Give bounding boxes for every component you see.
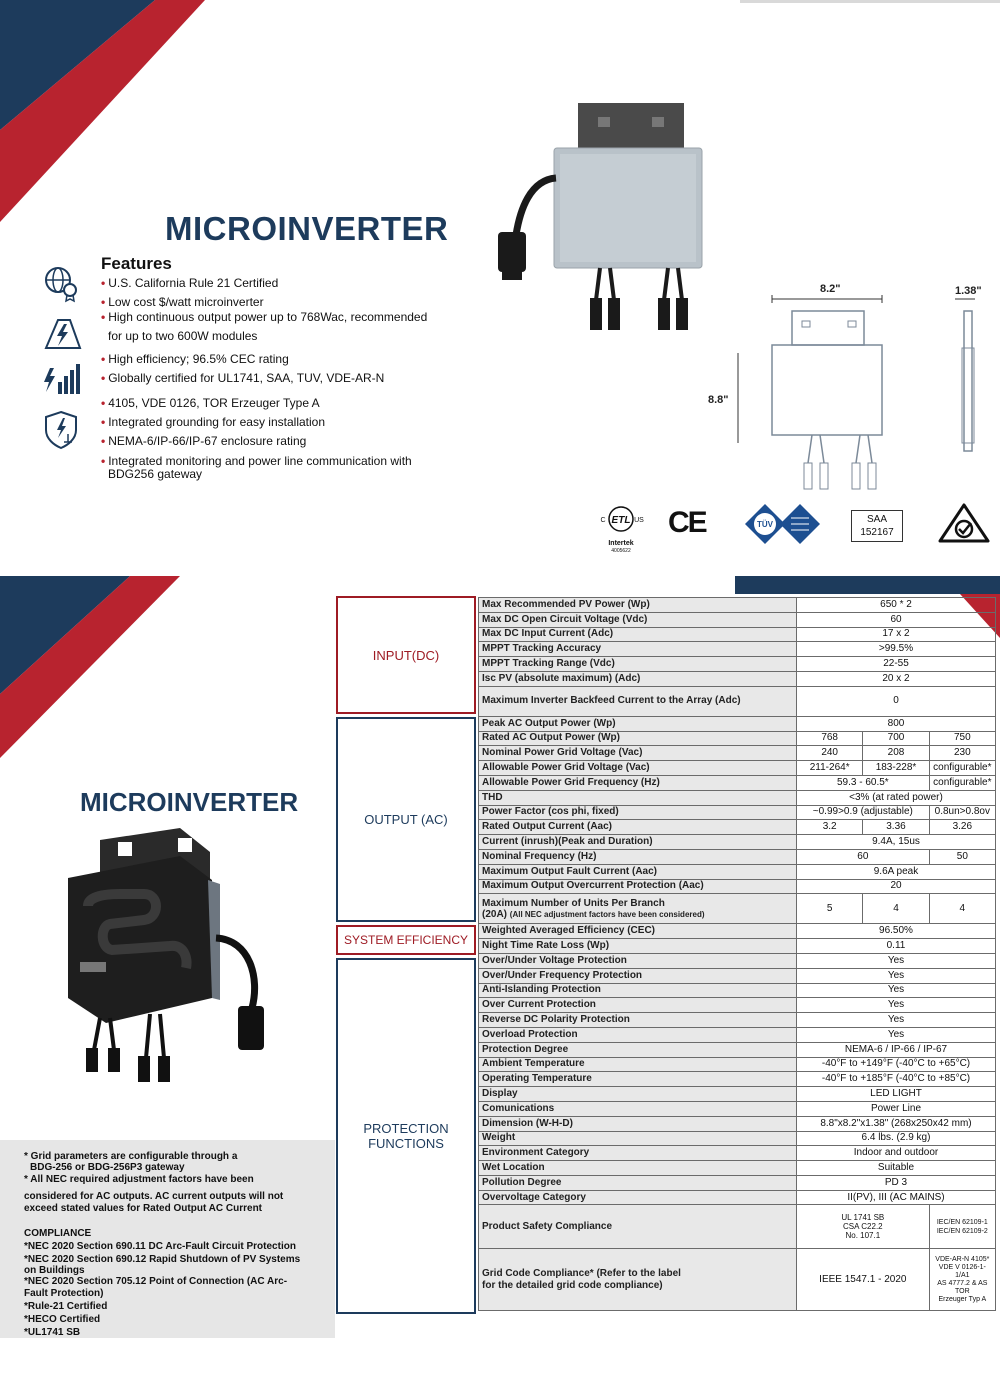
spec-label: Max Recommended PV Power (Wp) [479, 598, 797, 613]
spec-row [479, 671, 996, 686]
spec-value-line: VDE-AR-N 4105* [935, 1255, 990, 1263]
spec-label: Protection Degree [479, 1042, 797, 1057]
dimension-depth-label: 1.38" [955, 285, 982, 297]
spec-value: >99.5% [797, 642, 996, 657]
spec-value: ~0.99>0.9 (adjustable) [797, 805, 930, 820]
spec-value: 22-55 [797, 657, 996, 672]
spec-label: Reverse DC Polarity Protection [479, 1013, 797, 1028]
spec-value: 3.2 [797, 820, 863, 835]
spec-row [479, 968, 996, 983]
note-line: BDG-256 or BDG-256P3 gateway [30, 1162, 185, 1173]
spec-value: 183-228* [863, 761, 929, 776]
note-line: exceed stated values for Rated Output AC Current [24, 1203, 263, 1214]
group-system-efficiency: SYSTEM EFFICIENCY [336, 925, 476, 955]
spec-label-line: Grid Code Compliance* (Refer to the label [482, 1267, 681, 1279]
spec-value: 700 [863, 731, 929, 746]
spec-row [479, 612, 996, 627]
section-divider [0, 560, 1000, 574]
spec-row [479, 953, 996, 968]
spec-row [479, 1146, 996, 1161]
spec-label: Environment Category [479, 1146, 797, 1161]
feature-item: • Integrated monitoring and power line communication with [101, 454, 412, 468]
spec-value: 5 [797, 894, 863, 924]
globe-certificate-icon [40, 262, 82, 304]
spec-value-line: No. 107.1 [845, 1231, 881, 1241]
shield-grounding-icon [40, 408, 82, 450]
spec-label: Rated Output Current (Aac) [479, 820, 797, 835]
compliance-heading: COMPLIANCE [24, 1228, 92, 1239]
spec-value: 96.50% [797, 924, 996, 939]
spec-row [479, 1205, 996, 1249]
spec-row [479, 998, 996, 1013]
feature-item: • 4105, VDE 0126, TOR Erzeuger Type A [101, 396, 320, 410]
spec-row [479, 1131, 996, 1146]
spec-value-line: IEC/EN 62109-1 [936, 1218, 988, 1226]
spec-value: Yes [797, 983, 996, 998]
compliance-line: *HECO Certified [24, 1314, 101, 1325]
spec-label-part: (20A) [482, 908, 510, 920]
spec-value: -40°F to +185°F (-40°C to +85°C) [797, 1072, 996, 1087]
bottom-title: MICROINVERTER [80, 787, 299, 817]
spec-value: 800 [797, 716, 996, 731]
spec-row [479, 879, 996, 894]
spec-row [479, 746, 996, 761]
group-protection-functions: PROTECTION FUNCTIONS [336, 958, 476, 1314]
spec-row [479, 983, 996, 998]
spec-row [479, 1057, 996, 1072]
spec-value: -40°F to +149°F (-40°C to +65°C) [797, 1057, 996, 1072]
spec-label: Dimension (W-H-D) [479, 1116, 797, 1131]
spec-value: 8.8"x8.2"x1.38" (268x250x42 mm) [797, 1116, 996, 1131]
spec-row [479, 849, 996, 864]
spec-value: 0.8un>0.8ov [929, 805, 995, 820]
spec-value: 9.4A, 15us [797, 835, 996, 850]
spec-value: 211-264* [797, 761, 863, 776]
spec-label: Product Safety Compliance [479, 1205, 797, 1249]
spec-value: Yes [797, 953, 996, 968]
spec-value: 768 [797, 731, 863, 746]
spec-row [479, 1116, 996, 1131]
spec-row [479, 939, 996, 954]
spec-label: Display [479, 1087, 797, 1102]
features-heading: Features [101, 254, 172, 273]
spec-value: <3% (at rated power) [797, 790, 996, 805]
dimension-width-label: 8.2" [820, 283, 841, 295]
feature-item: BDG256 gateway [108, 467, 203, 481]
compliance-line: *Rule-21 Certified [24, 1301, 108, 1312]
spec-table [478, 597, 996, 1311]
dimension-height-label: 8.8" [708, 394, 729, 406]
tuv-logo [745, 504, 820, 544]
spec-row [479, 598, 996, 613]
spec-value: PD 3 [797, 1175, 996, 1190]
spec-label: MPPT Tracking Accuracy [479, 642, 797, 657]
feature-item: • NEMA-6/IP-66/IP-67 enclosure rating [101, 434, 307, 448]
bottom-corner-decoration [0, 576, 190, 761]
spec-value [929, 1249, 995, 1311]
spec-value-line: AS 4777.2 & AS [937, 1279, 988, 1287]
feature-item: • High continuous output power up to 768Wac, recommended [101, 310, 428, 324]
spec-label-line [482, 909, 793, 920]
note-line: * All NEC required adjustment factors have been [24, 1174, 254, 1185]
top-title: MICROINVERTER [165, 210, 449, 247]
spec-value: 650 * 2 [797, 598, 996, 613]
compliance-line: *NEC 2020 Section 705.12 Point of Connection (AC Arc- [24, 1276, 288, 1287]
svg-text:US: US [634, 517, 644, 524]
spec-label: Allowable Power Grid Voltage (Vac) [479, 761, 797, 776]
spec-value: Power Line [797, 1101, 996, 1116]
spec-label: Isc PV (absolute maximum) (Adc) [479, 671, 797, 686]
spec-label-line: Maximum Number of Units Per Branch [482, 897, 665, 909]
spec-label: Anti-Islanding Protection [479, 983, 797, 998]
spec-row [479, 1027, 996, 1042]
spec-label: Operating Temperature [479, 1072, 797, 1087]
spec-value: 20 x 2 [797, 671, 996, 686]
product-image-grey [480, 100, 720, 345]
spec-value [929, 1205, 995, 1249]
saa-logo: SAA 152167 [851, 510, 903, 542]
spec-value: 230 [929, 746, 995, 761]
spec-row [479, 790, 996, 805]
spec-row [479, 1175, 996, 1190]
group-input-dc: INPUT(DC) [336, 596, 476, 714]
spec-label: Nominal Frequency (Hz) [479, 849, 797, 864]
compliance-line: *UL1741 SB [24, 1327, 81, 1338]
spec-row [479, 716, 996, 731]
spec-row [479, 761, 996, 776]
spec-value [797, 1205, 930, 1249]
spec-value: 208 [863, 746, 929, 761]
spec-row [479, 894, 996, 924]
spec-value: 3.36 [863, 820, 929, 835]
spec-label: Wet Location [479, 1161, 797, 1176]
spec-row [479, 627, 996, 642]
spec-label: Maximum Output Fault Current (Aac) [479, 864, 797, 879]
spec-label: Max DC Input Current (Adc) [479, 627, 797, 642]
spec-value: 9.6A peak [797, 864, 996, 879]
spec-row [479, 1161, 996, 1176]
group-output-ac: OUTPUT (AC) [336, 717, 476, 922]
note-line: * Grid parameters are configurable through a [24, 1151, 238, 1162]
spec-value-line: Erzeuger Typ A [938, 1295, 987, 1303]
spec-value: IEEE 1547.1 - 2020 [797, 1249, 930, 1311]
spec-label: Over Current Protection [479, 998, 797, 1013]
etl-intertek-logo: ETL C US Intertek 4005622 [596, 505, 646, 551]
spec-value: Yes [797, 1013, 996, 1028]
top-right-ribbon [740, 0, 1000, 6]
compliance-line: on Buildings [24, 1265, 85, 1276]
compliance-line: *NEC 2020 Section 690.11 DC Arc-Fault Circuit Protection [24, 1241, 296, 1252]
feature-item: • Low cost $/watt microinverter [101, 295, 264, 309]
spec-label: Nominal Power Grid Voltage (Vac) [479, 746, 797, 761]
spec-value: Yes [797, 968, 996, 983]
spec-label: Night Time Rate Loss (Wp) [479, 939, 797, 954]
spec-value: 59.3 - 60.5* [797, 775, 930, 790]
spec-row [479, 731, 996, 746]
spec-value: 4 [929, 894, 995, 924]
spec-value: NEMA-6 / IP-66 / IP-67 [797, 1042, 996, 1057]
efficiency-bars-icon [40, 358, 82, 400]
spec-label: Peak AC Output Power (Wp) [479, 716, 797, 731]
spec-value: Yes [797, 1027, 996, 1042]
spec-value-line: VDE V 0126-1-1/A1 [938, 1263, 986, 1279]
spec-value: 6.4 lbs. (2.9 kg) [797, 1131, 996, 1146]
spec-label: Maximum Output Overcurrent Protection (Aac) [479, 879, 797, 894]
spec-label: Comunications [479, 1101, 797, 1116]
spec-row [479, 775, 996, 790]
spec-label: Pollution Degree [479, 1175, 797, 1190]
spec-label [479, 894, 797, 924]
spec-row [479, 657, 996, 672]
feature-item: • Globally certified for UL1741, SAA, TUV, VDE-AR-N [101, 371, 385, 385]
spec-label [479, 1249, 797, 1311]
rcm-logo [938, 503, 990, 543]
spec-value: 60 [797, 612, 996, 627]
lightning-panel-icon [40, 312, 82, 354]
spec-label: Max DC Open Circuit Voltage (Vdc) [479, 612, 797, 627]
spec-value-line: IEC/EN 62109-2 [936, 1227, 988, 1235]
feature-item: • U.S. California Rule 21 Certified [101, 276, 279, 290]
spec-value: Yes [797, 998, 996, 1013]
spec-value: 0.11 [797, 939, 996, 954]
product-image-black [60, 828, 300, 1088]
spec-label-line: for the detailed grid code compliance) [482, 1279, 663, 1291]
spec-row [479, 805, 996, 820]
feature-item: • High efficiency; 96.5% CEC rating [101, 352, 289, 366]
svg-text:C: C [600, 517, 606, 524]
spec-value: Indoor and outdoor [797, 1146, 996, 1161]
spec-row [479, 686, 996, 716]
spec-label: Allowable Power Grid Frequency (Hz) [479, 775, 797, 790]
spec-label: Maximum Inverter Backfeed Current to the Array (Adc) [479, 686, 797, 716]
spec-row [479, 1072, 996, 1087]
spec-row [479, 1190, 996, 1205]
spec-label: Over/Under Voltage Protection [479, 953, 797, 968]
spec-value: 60 [797, 849, 930, 864]
spec-row [479, 835, 996, 850]
spec-value-line: CSA C22.2 [843, 1222, 883, 1232]
compliance-line: *NEC 2020 Section 690.12 Rapid Shutdown of PV Systems [24, 1254, 301, 1265]
spec-row [479, 642, 996, 657]
spec-value: 20 [797, 879, 996, 894]
spec-value: LED LIGHT [797, 1087, 996, 1102]
svg-text:ETL: ETL [611, 515, 631, 526]
spec-label-note: (All NEC adjustment factors have been considered) [509, 909, 705, 919]
ce-mark-logo: CE [668, 506, 706, 539]
spec-row [479, 864, 996, 879]
spec-value: 4 [863, 894, 929, 924]
spec-label: Over/Under Frequency Protection [479, 968, 797, 983]
spec-value: configurable* [929, 775, 995, 790]
spec-value: 50 [929, 849, 995, 864]
compliance-line: Fault Protection) [24, 1288, 104, 1299]
spec-label: Current (inrush)(Peak and Duration) [479, 835, 797, 850]
spec-value: Suitable [797, 1161, 996, 1176]
feature-item: • Integrated grounding for easy installation [101, 415, 326, 429]
spec-label: Weight [479, 1131, 797, 1146]
spec-row [479, 1042, 996, 1057]
spec-value-line: TOR [955, 1287, 970, 1295]
dimension-drawing [730, 293, 990, 498]
spec-value-line: UL 1741 SB [841, 1213, 885, 1223]
note-line: considered for AC outputs. AC current outputs will not [24, 1191, 284, 1202]
spec-label: Weighted Averaged Efficiency (CEC) [479, 924, 797, 939]
spec-label: Rated AC Output Power (Wp) [479, 731, 797, 746]
spec-label: MPPT Tracking Range (Vdc) [479, 657, 797, 672]
spec-label: Power Factor (cos phi, fixed) [479, 805, 797, 820]
spec-label: Overload Protection [479, 1027, 797, 1042]
spec-value: 17 x 2 [797, 627, 996, 642]
spec-label: Ambient Temperature [479, 1057, 797, 1072]
spec-value: configurable* [929, 761, 995, 776]
spec-label: THD [479, 790, 797, 805]
spec-label: Overvoltage Category [479, 1190, 797, 1205]
spec-value: II(PV), III (AC MAINS) [797, 1190, 996, 1205]
spec-row [479, 1101, 996, 1116]
spec-value: 0 [797, 686, 996, 716]
spec-value: 750 [929, 731, 995, 746]
spec-row [479, 1249, 996, 1311]
spec-row [479, 820, 996, 835]
spec-value: 240 [797, 746, 863, 761]
top-corner-decoration [0, 0, 220, 225]
spec-row [479, 924, 996, 939]
spec-value: 3.26 [929, 820, 995, 835]
spec-row [479, 1013, 996, 1028]
svg-text:TÜV: TÜV [757, 520, 773, 529]
spec-row [479, 1087, 996, 1102]
feature-item: for up to two 600W modules [108, 329, 258, 343]
